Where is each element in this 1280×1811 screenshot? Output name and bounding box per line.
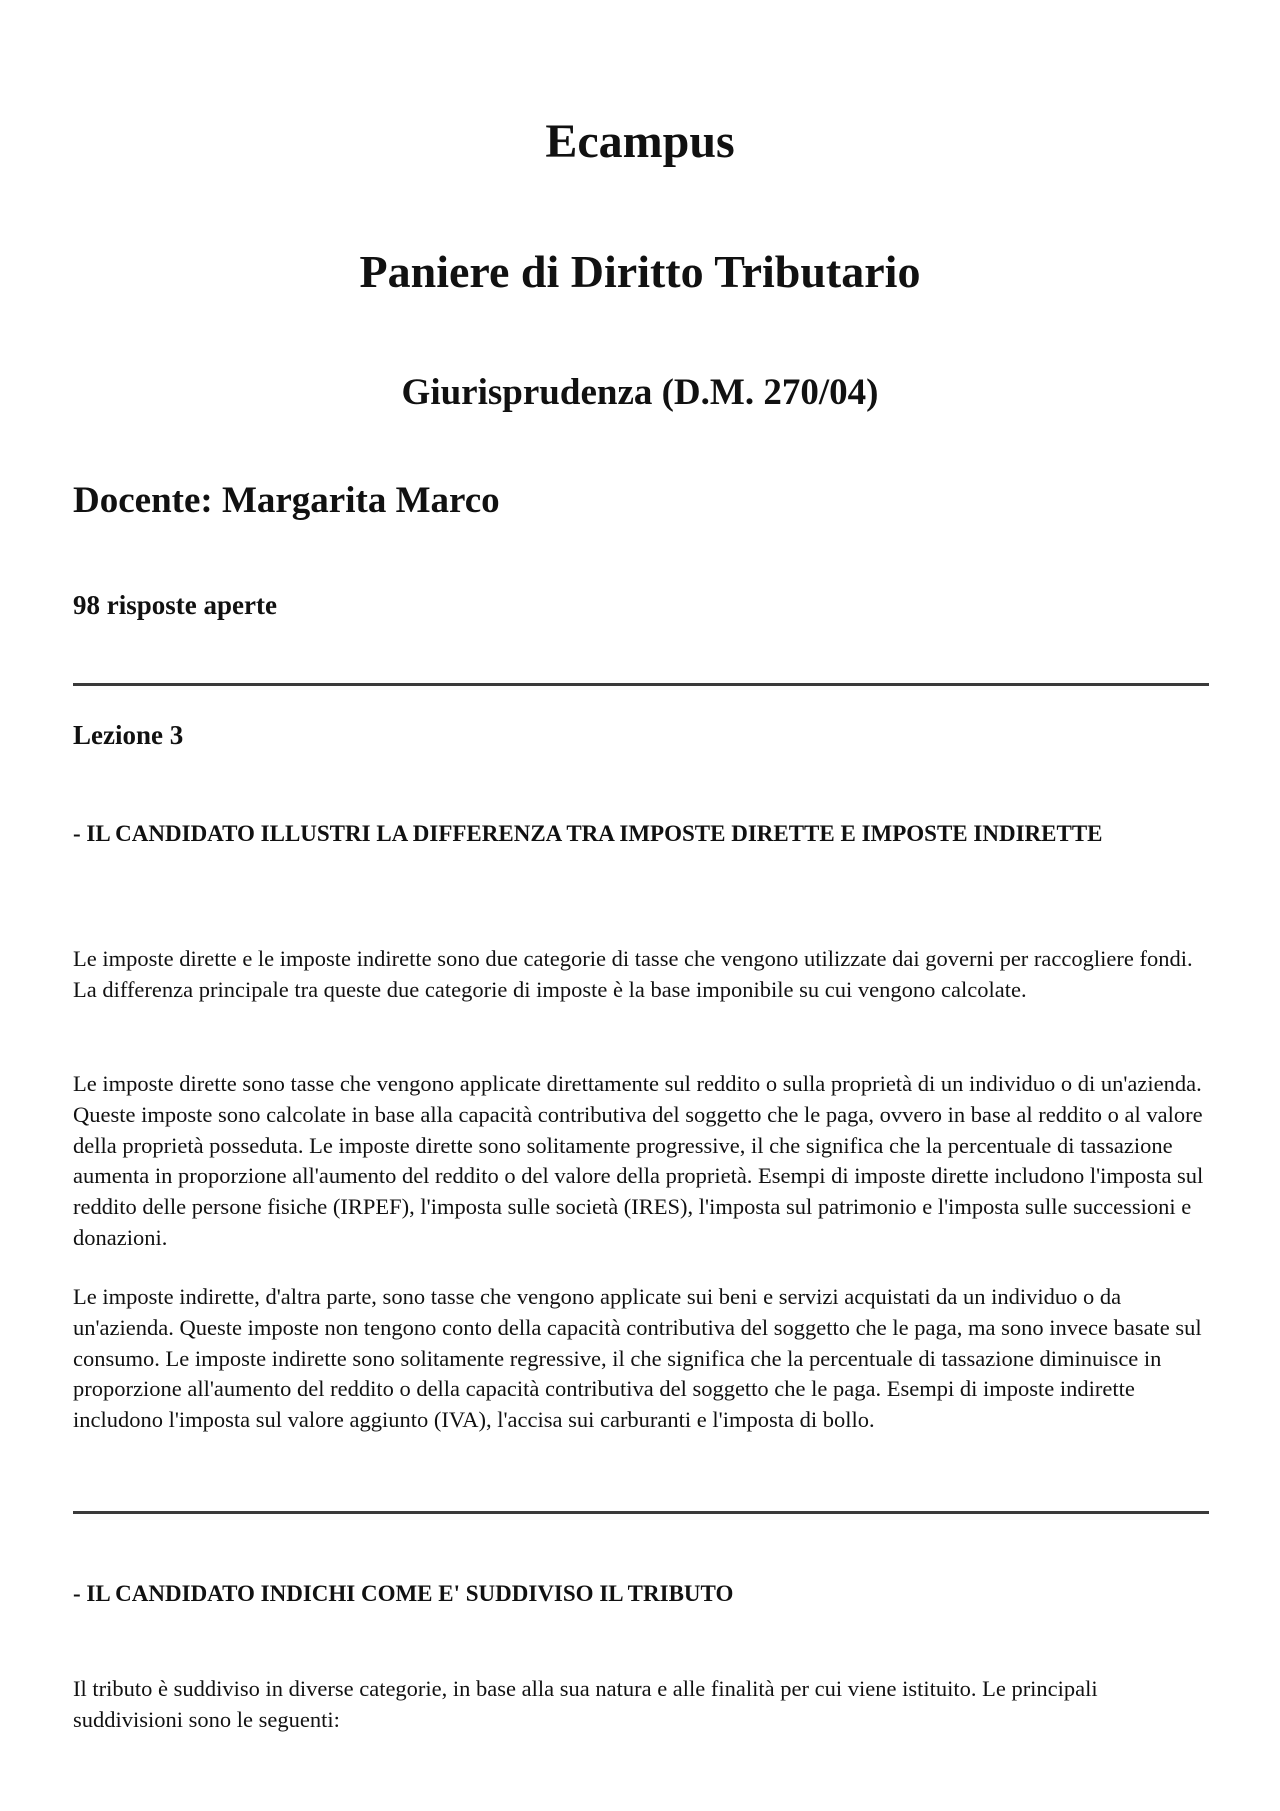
answer-paragraph: Il tributo è suddiviso in diverse categorie, in base alla sua natura e alle finalità per cui viene istituito. Le principali suddivisioni sono le seguenti: xyxy=(73,1676,1098,1732)
question-heading: - IL CANDIDATO ILLUSTRI LA DIFFERENZA TRA IMPOSTE DIRETTE E IMPOSTE INDIRETTE xyxy=(73,821,1103,846)
answer-paragraph: Le imposte indirette, d'altra parte, sono tasse che vengono applicate sui beni e servizi acquistati da un individuo o da un'azienda. Queste imposte non tengono conto della capacità contributiva del soggetto che le paga, ma sono invece basate sul consumo. Le imposte indirette sono solitamente regressive, il che significa che la percentuale di tassazione diminuisce in proporzione all'aumento del reddito o della capacità contributiva del soggetto che le paga. Esempi di imposte indirette includono l'imposta sul valore aggiunto (IVA), l'accisa sui carburanti e l'imposta di bollo. xyxy=(73,1284,1202,1433)
degree-program: Giurisprudenza (D.M. 270/04) xyxy=(401,372,879,413)
docente-heading: Docente: Margarita Marco xyxy=(73,480,500,521)
section-divider xyxy=(73,1511,1209,1514)
document-title: Ecampus xyxy=(545,115,735,168)
answer-count: 98 risposte aperte xyxy=(73,590,277,620)
question-heading: - IL CANDIDATO INDICHI COME E' SUDDIVISO IL TRIBUTO xyxy=(73,1581,734,1606)
section-divider xyxy=(73,683,1209,686)
document-subtitle: Paniere di Diritto Tributario xyxy=(359,246,921,297)
answer-paragraph: Le imposte dirette sono tasse che vengono applicate direttamente sul reddito o sulla proprietà di un individuo o di un'azienda. Queste imposte sono calcolate in base alla capacità contributiva del soggetto che le paga, ovvero in base al reddito o al valore della proprietà posseduta. Le imposte dirette sono solitamente progressive, il che significa che la percentuale di tassazione aumenta in proporzione all'aumento del reddito o del valore della proprietà. Esempi di imposte dirette includono l'imposta sul reddito delle persone fisiche (IRPEF), l'imposta sulle società (IRES), l'imposta sul patrimonio e l'imposta sulle successioni e donazioni. xyxy=(73,1071,1204,1250)
lesson-heading: Lezione 3 xyxy=(73,720,184,750)
answer-paragraph: Le imposte dirette e le imposte indirette sono due categorie di tasse che vengono utilizzate dai governi per raccogliere fondi. La differenza principale tra queste due categorie di imposte è la base imponibile su cui vengono calcolate. xyxy=(73,946,1193,1002)
